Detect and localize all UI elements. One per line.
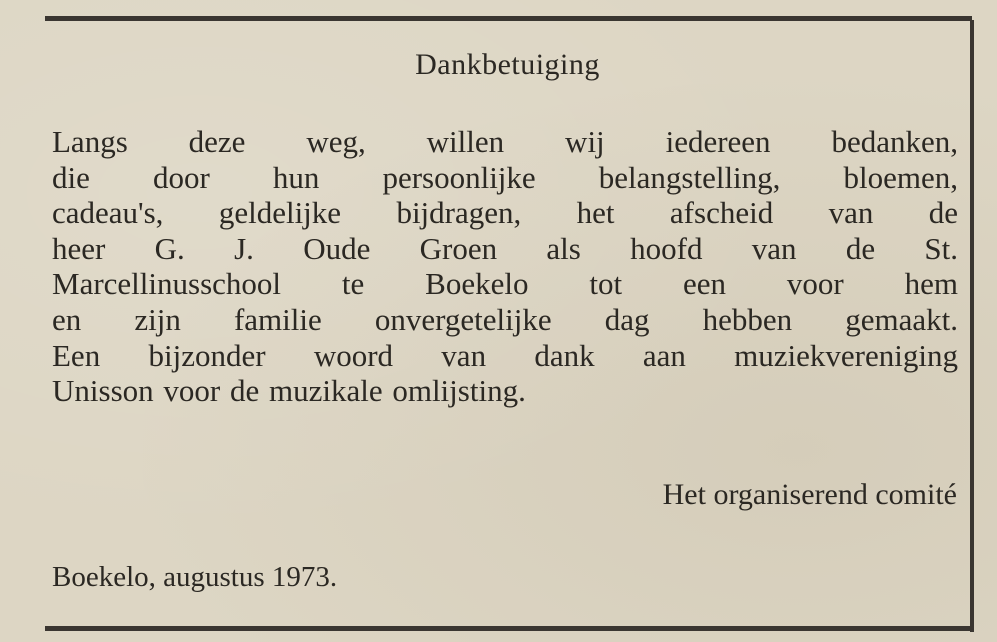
body-line: Unisson voor de muzikale omlijsting. [52,373,526,409]
notice-body [52,124,958,409]
body-line: Marcellinusschool te Boekelo tot een voor hem [52,266,958,302]
body-line: en zijn familie onvergetelijke dag hebben gemaakt. [52,301,958,337]
signature: Het organiserend comité [662,478,957,511]
body-line: cadeau's, geldelijke bijdragen, het afscheid van de [52,195,958,231]
bottom-rule [45,626,972,631]
top-rule [45,16,972,21]
body-line: Een bijzonder woord van dank aan muziekvereniging [52,337,958,373]
place-date: Boekelo, augustus 1973. [52,561,338,593]
body-line: die door hun persoonlijke belangstelling, bloemen, [52,159,958,195]
right-border-rule [970,20,974,632]
notice-title: Dankbetuiging [415,48,600,81]
body-line: heer G. J. Oude Groen als hoofd van de St. [52,230,958,266]
body-line: Langs deze weg, willen wij iedereen bedanken, [52,124,958,159]
